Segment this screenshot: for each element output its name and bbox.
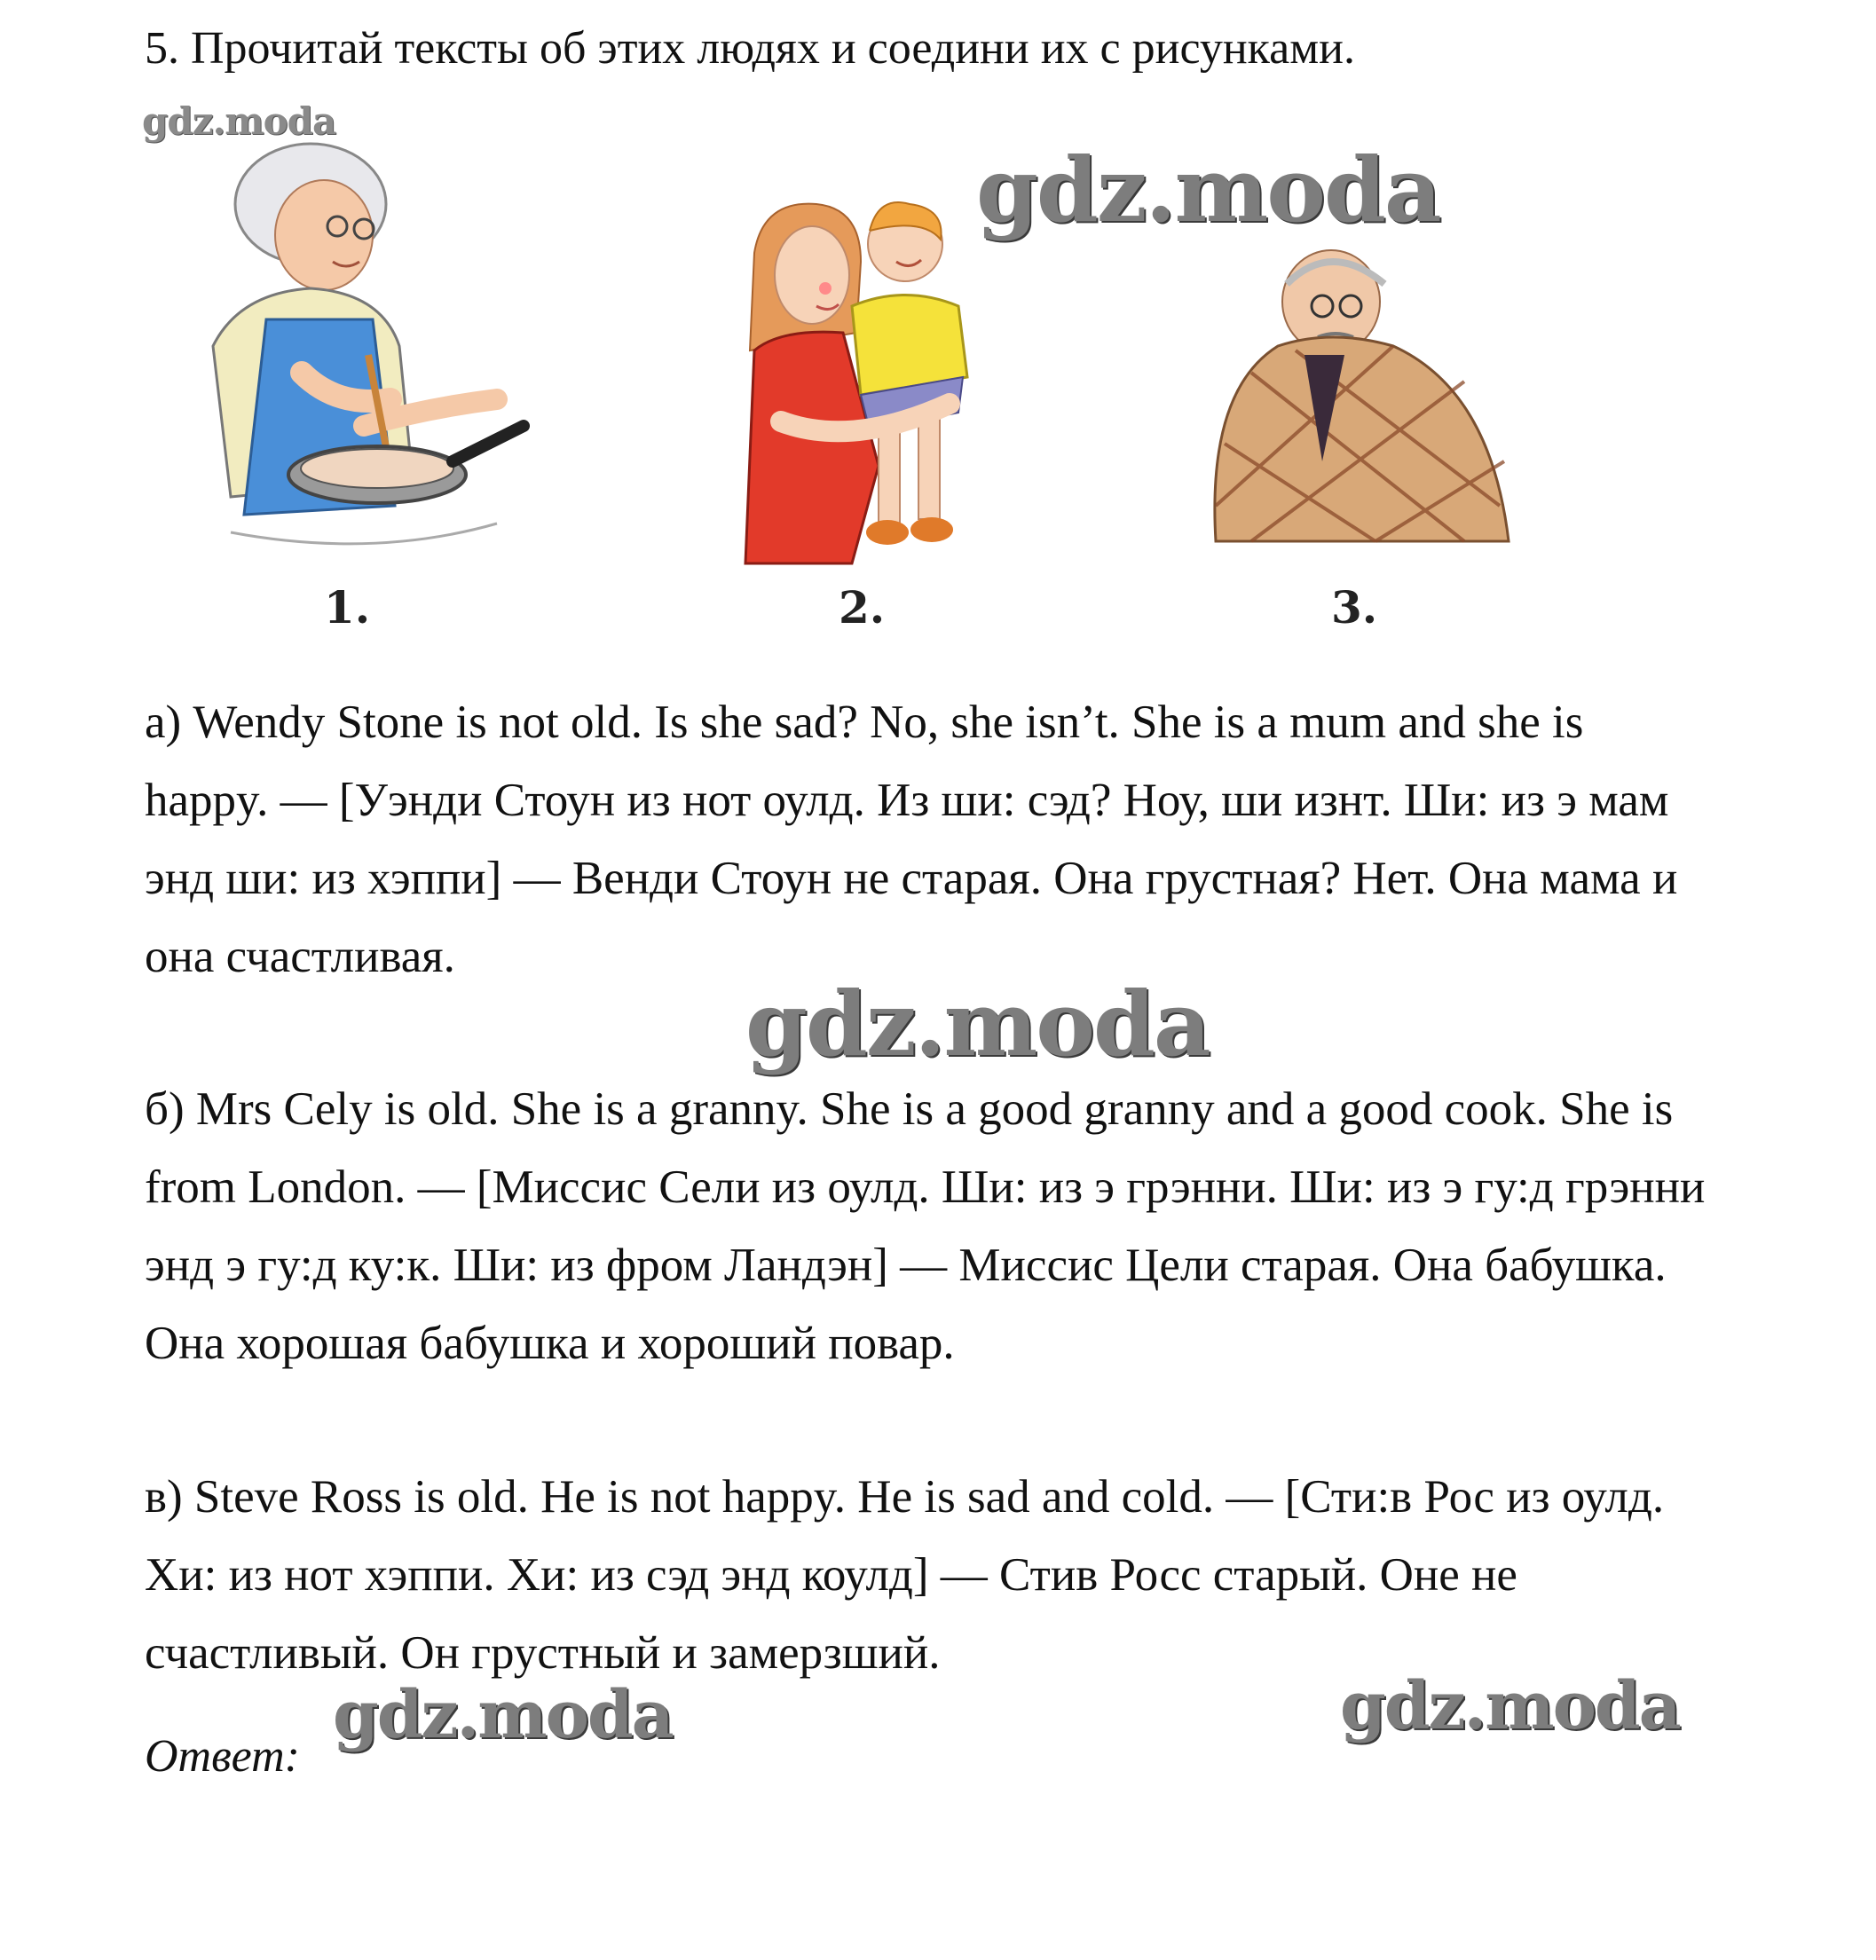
text-b-mrs-cely: б) Mrs Cely is old. She is a granny. She is a good granny and a good cook. She is from London. — [Миссис Сели из оулд. Ши: из э грэнни. Ши: из э гу:д грэнни энд э гу:д ку:к. Ши: из фром Ландэн] — Миссис Цели старая. Она бабушка. Она хорошая бабушка и хороший повар. (145, 1083, 1706, 1369)
watermark-top-right: gdz.moda (976, 138, 1440, 242)
text-a-wendy-stone: а) Wendy Stone is not old. Is she sad? No, she isn’t. She is a mum and she is happy. — [Уэнди Стоун из нот оулд. Из ши: сэд? Ноу, ши изнт. Ши: из э мам энд ши: из хэппи] — Венди Стоун не старая. Она грустная? Нет. Она мама и она счастливая. (145, 697, 1678, 982)
picture-number-1: 1. (324, 581, 371, 634)
answer-label: Ответ: (145, 1731, 300, 1782)
picture-number-3: 3. (1331, 581, 1378, 634)
granny-cooking-illustration (160, 142, 541, 559)
watermark-center: gdz.moda (745, 972, 1210, 1076)
watermark-bottom-right: gdz.moda (1340, 1668, 1680, 1744)
text-c-steve-ross: в) Steve Ross is old. He is not happy. He is sad and cold. — [Сти:в Рос из оулд. Хи: из нот хэппи. Хи: из сэд энд коулд] — Стив Росс старый. Оне не счастливый. Он грустный и замерзший. (145, 1471, 1665, 1679)
watermark-bottom-left: gdz.moda (333, 1677, 673, 1753)
picture-number-2: 2. (839, 581, 886, 634)
old-man-blanket-illustration (1198, 248, 1526, 559)
watermark-top-left: gdz.moda (142, 99, 336, 143)
task-heading: 5. Прочитай тексты об этих людях и соедини их с рисунками. (145, 23, 1355, 74)
mum-with-child-illustration (728, 200, 1012, 572)
